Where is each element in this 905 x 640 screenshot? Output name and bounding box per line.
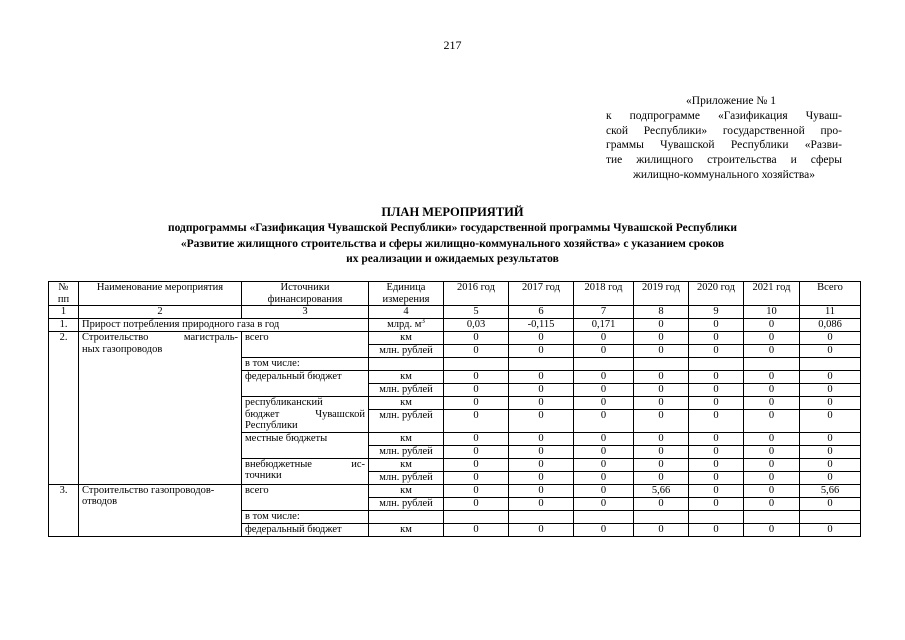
value-cell: 0 [509,445,574,458]
source-cell: всего [242,332,369,358]
value-cell: 0 [689,371,744,384]
value-cell: 0 [634,319,689,332]
value-cell: 0 [509,471,574,484]
value-cell: 0 [509,371,574,384]
value-cell: 0 [444,384,509,397]
value-cell: 0 [574,484,634,497]
unit-cell: млн. рублей [369,345,444,358]
value-cell: 0,086 [800,319,861,332]
document-subtitle [0,221,905,268]
value-cell: 0 [574,345,634,358]
value-cell: 0 [689,397,744,410]
value-cell: 0 [509,397,574,410]
value-cell: 0 [744,445,800,458]
row-number: 1. [49,319,79,332]
value-cell: 0 [444,345,509,358]
value-cell: 0 [800,445,861,458]
value-cell: 0 [574,523,634,536]
column-number: 7 [574,306,634,319]
unit-cell: млн. рублей [369,384,444,397]
value-cell: 0 [800,384,861,397]
value-cell [509,510,574,523]
value-cell: 0 [744,384,800,397]
value-cell: 0 [509,458,574,471]
value-cell [574,358,634,371]
value-cell [509,358,574,371]
value-cell: 0 [444,397,509,410]
value-cell: 0 [689,484,744,497]
column-number: 6 [509,306,574,319]
value-cell: 0 [744,523,800,536]
appendix-line: к подпрограмме «Газификация Чуваш- [606,109,842,122]
value-cell: 0 [800,371,861,384]
value-cell: 0 [744,371,800,384]
column-number: 9 [689,306,744,319]
source-cell: в том числе: [242,510,369,523]
value-cell: 0 [744,345,800,358]
unit-cell: км [369,523,444,536]
unit-cell: км [369,432,444,445]
subtitle-line: «Развитие жилищного строительства и сферы жилищно-коммунального хозяйства» с указанием сроков [180,237,725,250]
value-cell [634,510,689,523]
subtitle-line: их реализации и ожидаемых результатов [346,253,559,265]
header-2019: 2019 год [634,282,689,306]
unit-cell: км [369,371,444,384]
column-number: 11 [800,306,861,319]
value-cell: 0 [509,410,574,433]
value-cell: 0 [444,471,509,484]
unit-cell: км [369,397,444,410]
value-cell [744,510,800,523]
row-number: 2. [49,332,79,485]
value-cell [800,358,861,371]
value-cell: 0 [574,471,634,484]
value-cell: 0 [744,410,800,433]
source-cell: в том числе: [242,358,369,371]
column-number: 8 [634,306,689,319]
value-cell: 0 [574,384,634,397]
table-row [49,484,861,497]
value-cell: 0 [574,332,634,345]
column-number: 2 [79,306,242,319]
unit-cell [369,510,444,523]
source-cell: внебюджетные ис- точники [242,458,369,484]
value-cell: 0 [444,523,509,536]
value-cell: 0 [634,345,689,358]
value-cell: 5,66 [634,484,689,497]
plan-table [48,281,861,537]
value-cell: 5,66 [800,484,861,497]
source-cell: местные бюджеты [242,432,369,458]
value-cell [689,358,744,371]
header-source: Источники финансирования [242,282,369,306]
value-cell: 0 [574,371,634,384]
value-cell: 0 [634,332,689,345]
column-number-row [49,306,861,319]
value-cell: 0 [689,332,744,345]
header-2020: 2020 год [689,282,744,306]
document-title: ПЛАН МЕРОПРИЯТИЙ [381,205,524,219]
value-cell: 0 [744,458,800,471]
measure-name: Прирост потребления природного газа в год [79,319,369,332]
header-name: Наименование мероприятия [79,282,242,306]
value-cell: 0 [509,497,574,510]
value-cell [444,510,509,523]
value-cell: 0,03 [444,319,509,332]
value-cell: 0 [800,432,861,445]
value-cell: 0 [634,371,689,384]
value-cell: 0 [574,397,634,410]
value-cell: 0 [689,497,744,510]
row-number: 3. [49,484,79,536]
value-cell: 0 [444,432,509,445]
value-cell: 0,171 [574,319,634,332]
value-cell: -0,115 [509,319,574,332]
value-cell: 0 [800,332,861,345]
value-cell: 0 [444,484,509,497]
value-cell: 0 [800,523,861,536]
source-cell: республиканский бюджет Чувашской Республики [242,397,369,433]
value-cell: 0 [574,410,634,433]
value-cell: 0 [744,497,800,510]
value-cell: 0 [689,471,744,484]
page-number: 217 [443,38,462,52]
value-cell: 0 [744,319,800,332]
value-cell: 0 [574,458,634,471]
unit-cell: млрд. $м^3$ [369,319,444,332]
value-cell: 0 [634,384,689,397]
value-cell: 0 [689,384,744,397]
value-cell: 0 [634,523,689,536]
value-cell [800,510,861,523]
value-cell: 0 [574,432,634,445]
value-cell: 0 [744,397,800,410]
value-cell: 0 [800,471,861,484]
unit-cell [369,358,444,371]
appendix-note [606,94,842,183]
value-cell: 0 [444,410,509,433]
value-cell: 0 [634,445,689,458]
value-cell: 0 [444,458,509,471]
source-cell: всего [242,484,369,510]
value-cell: 0 [509,523,574,536]
appendix-line: ской Республики» государственной про- [606,124,842,137]
value-cell: 0 [634,497,689,510]
value-cell: 0 [634,458,689,471]
value-cell: 0 [689,319,744,332]
column-number: 1 [49,306,79,319]
source-cell: федеральный бюджет [242,371,369,397]
column-number: 5 [444,306,509,319]
value-cell: 0 [800,410,861,433]
value-cell: 0 [509,484,574,497]
appendix-line: жилищно-коммунального хозяйства» [632,168,816,181]
value-cell [689,510,744,523]
column-number: 4 [369,306,444,319]
value-cell: 0 [800,497,861,510]
unit-cell: км [369,332,444,345]
header-total: Всего [800,282,861,306]
value-cell: 0 [574,445,634,458]
value-cell: 0 [444,445,509,458]
measure-name: Строительство магистраль- ных газопроводов [79,332,242,485]
header-2018: 2018 год [574,282,634,306]
source-cell: федеральный бюджет [242,523,369,536]
column-number: 10 [744,306,800,319]
value-cell: 0 [634,410,689,433]
header-num: № пп [49,282,79,306]
subtitle-line: подпрограммы «Газификация Чувашской Республики» государственной программы Чувашской Республики [167,222,738,234]
unit-cell: млн. рублей [369,410,444,433]
value-cell: 0 [574,497,634,510]
value-cell: 0 [509,345,574,358]
unit-cell: км [369,458,444,471]
unit-cell: млн. рублей [369,497,444,510]
value-cell: 0 [444,497,509,510]
header-2016: 2016 год [444,282,509,306]
value-cell [444,358,509,371]
value-cell: 0 [509,332,574,345]
appendix-line: «Приложение № 1 [686,95,776,107]
table-row [49,319,861,332]
value-cell: 0 [800,458,861,471]
value-cell: 0 [634,397,689,410]
value-cell: 0 [744,484,800,497]
value-cell: 0 [689,345,744,358]
value-cell [634,358,689,371]
value-cell: 0 [509,384,574,397]
measure-name: Строительство газопроводов- отводов [79,484,242,536]
value-cell: 0 [689,458,744,471]
value-cell [744,358,800,371]
value-cell: 0 [444,332,509,345]
value-cell: 0 [444,371,509,384]
value-cell: 0 [689,445,744,458]
value-cell: 0 [800,397,861,410]
unit-cell: км [369,484,444,497]
value-cell: 0 [689,523,744,536]
appendix-line: тие жилищного строительства и сферы [606,154,842,167]
value-cell: 0 [689,432,744,445]
unit-cell: млн. рублей [369,445,444,458]
value-cell [574,510,634,523]
appendix-line: граммы Чувашской Республики «Разви- [606,139,842,152]
value-cell: 0 [509,432,574,445]
header-2017: 2017 год [509,282,574,306]
value-cell: 0 [689,410,744,433]
header-2021: 2021 год [744,282,800,306]
table-header-row [49,282,861,306]
table-row [49,332,861,345]
column-number: 3 [242,306,369,319]
value-cell: 0 [634,432,689,445]
value-cell: 0 [800,345,861,358]
value-cell: 0 [744,432,800,445]
value-cell: 0 [744,471,800,484]
value-cell: 0 [744,332,800,345]
header-unit: Единица измерения [369,282,444,306]
value-cell: 0 [634,471,689,484]
unit-cell: млн. рублей [369,471,444,484]
